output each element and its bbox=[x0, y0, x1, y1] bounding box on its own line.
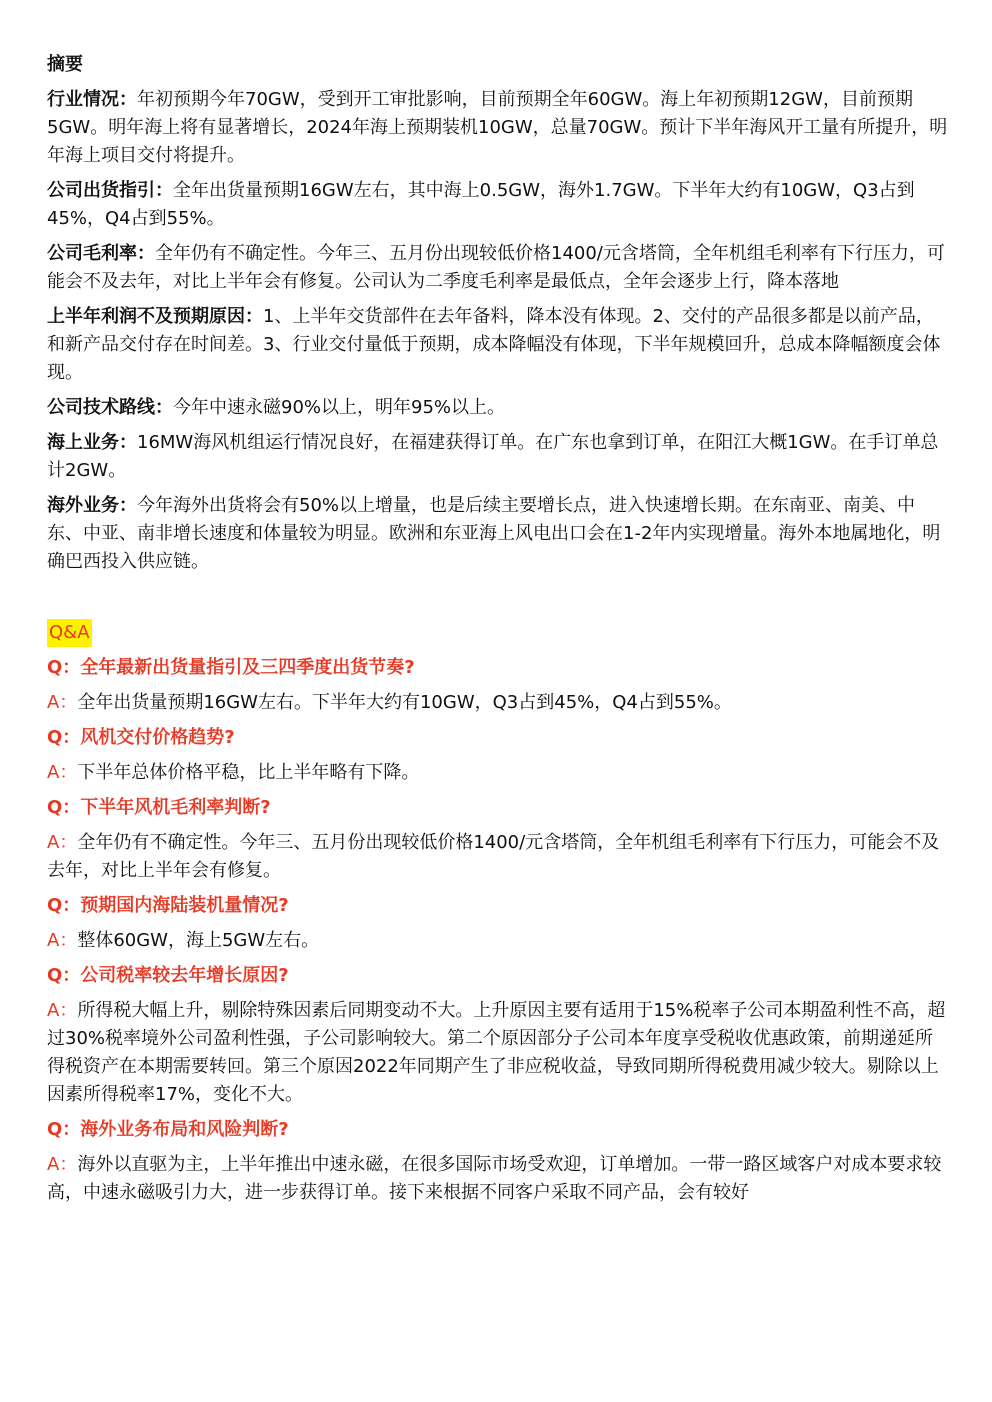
qa-title: Q&A bbox=[47, 619, 92, 647]
answer bbox=[47, 997, 949, 1109]
answer-prefix: A： bbox=[47, 1154, 78, 1175]
qa-title-row bbox=[47, 619, 949, 647]
summary-heading: 摘要 bbox=[47, 54, 83, 75]
summary-item-shipment-guidance bbox=[47, 177, 949, 233]
summary-item-profit-reasons bbox=[47, 303, 949, 387]
summary-text: 今年海外出货将会有50%以上增量，也是后续主要增长点，进入快速增长期。在东南亚、南美、中东、中亚、南非增长速度和体量较为明显。欧洲和东亚海上风电出口会在1-2年内实现增量。海外本地属地化，明确巴西投入供应链。 bbox=[47, 495, 941, 572]
document-page bbox=[47, 51, 949, 1214]
summary-label: 海外业务： bbox=[47, 495, 137, 516]
summary-label: 公司出货指引： bbox=[47, 180, 173, 201]
summary-label: 上半年利润不及预期原因： bbox=[47, 306, 263, 327]
question: Q：全年最新出货量指引及三四季度出货节奏? bbox=[47, 657, 415, 678]
answer-text: 下半年总体价格平稳，比上半年略有下降。 bbox=[77, 762, 420, 783]
summary-item-industry bbox=[47, 86, 949, 170]
summary-label: 公司技术路线： bbox=[47, 397, 173, 418]
answer bbox=[47, 1151, 949, 1207]
question: Q：海外业务布局和风险判断? bbox=[47, 1119, 289, 1140]
answer bbox=[47, 927, 949, 955]
question: Q：风机交付价格趋势? bbox=[47, 727, 235, 748]
summary-text: 1、上半年交货部件在去年备料，降本没有体现。2、交付的产品很多都是以前产品，和新产品交付存在时间差。3、行业交付量低于预期，成本降幅没有体现，下半年规模回升，总成本降幅额度会体现。 bbox=[47, 306, 941, 383]
summary-text: 全年仍有不确定性。今年三、五月份出现较低价格1400/元含塔筒，全年机组毛利率有下行压力，可能会不及去年，对比上半年会有修复。公司认为二季度毛利率是最低点，全年会逐步上行，降本落地 bbox=[47, 243, 945, 292]
answer-prefix: A： bbox=[47, 930, 78, 951]
answer-prefix: A： bbox=[47, 762, 78, 783]
answer-text: 全年仍有不确定性。今年三、五月份出现较低价格1400/元含塔筒，全年机组毛利率有下行压力，可能会不及去年，对比上半年会有修复。 bbox=[47, 832, 940, 881]
question: Q：下半年风机毛利率判断? bbox=[47, 797, 271, 818]
summary-text: 年初预期今年70GW，受到开工审批影响，目前预期全年60GW。海上年初预期12GW，目前预期5GW。明年海上将有显著增长，2024年海上预期装机10GW，总量70GW。预计下半年海风开工量有所提升，明年海上项目交付将提升。 bbox=[47, 89, 948, 166]
answer-text: 所得税大幅上升，剔除特殊因素后同期变动不大。上升原因主要有适用于15%税率子公司本期盈利性不高，超过30%税率境外公司盈利性强，子公司影响较大。第二个原因部分子公司本年度享受税收优惠政策，前期递延所得税资产在本期需要转回。第三个原因2022年同期产生了非应税收益，导致同期所得税费用减少较大。剔除以上因素所得税率17%，变化不大。 bbox=[47, 1000, 946, 1105]
answer-prefix: A： bbox=[47, 692, 78, 713]
section-spacer bbox=[47, 583, 949, 619]
summary-text: 16MW海风机组运行情况良好，在福建获得订单。在广东也拿到订单，在阳江大概1GW。在手订单总计2GW。 bbox=[47, 432, 939, 481]
summary-item-overseas bbox=[47, 492, 949, 576]
summary-item-tech-route bbox=[47, 394, 949, 422]
answer-text: 全年出货量预期16GW左右。下半年大约有10GW，Q3占到45%，Q4占到55%。 bbox=[77, 692, 732, 713]
answer bbox=[47, 759, 949, 787]
answer bbox=[47, 829, 949, 885]
summary-text: 全年出货量预期16GW左右，其中海上0.5GW，海外1.7GW。下半年大约有10GW，Q3占到45%，Q4占到55%。 bbox=[47, 180, 915, 229]
answer bbox=[47, 689, 949, 717]
summary-text: 今年中速永磁90%以上，明年95%以上。 bbox=[173, 397, 506, 418]
question: Q：公司税率较去年增长原因? bbox=[47, 965, 289, 986]
summary-label: 行业情况： bbox=[47, 89, 137, 110]
summary-item-gross-margin bbox=[47, 240, 949, 296]
summary-item-offshore bbox=[47, 429, 949, 485]
summary-label: 海上业务： bbox=[47, 432, 137, 453]
answer-prefix: A： bbox=[47, 1000, 78, 1021]
answer-text: 海外以直驱为主，上半年推出中速永磁，在很多国际市场受欢迎，订单增加。一带一路区域客户对成本要求较高，中速永磁吸引力大，进一步获得订单。接下来根据不同客户采取不同产品，会有较好 bbox=[47, 1154, 942, 1203]
answer-text: 整体60GW，海上5GW左右。 bbox=[77, 930, 320, 951]
question: Q：预期国内海陆装机量情况? bbox=[47, 895, 289, 916]
summary-label: 公司毛利率： bbox=[47, 243, 155, 264]
answer-prefix: A： bbox=[47, 832, 78, 853]
